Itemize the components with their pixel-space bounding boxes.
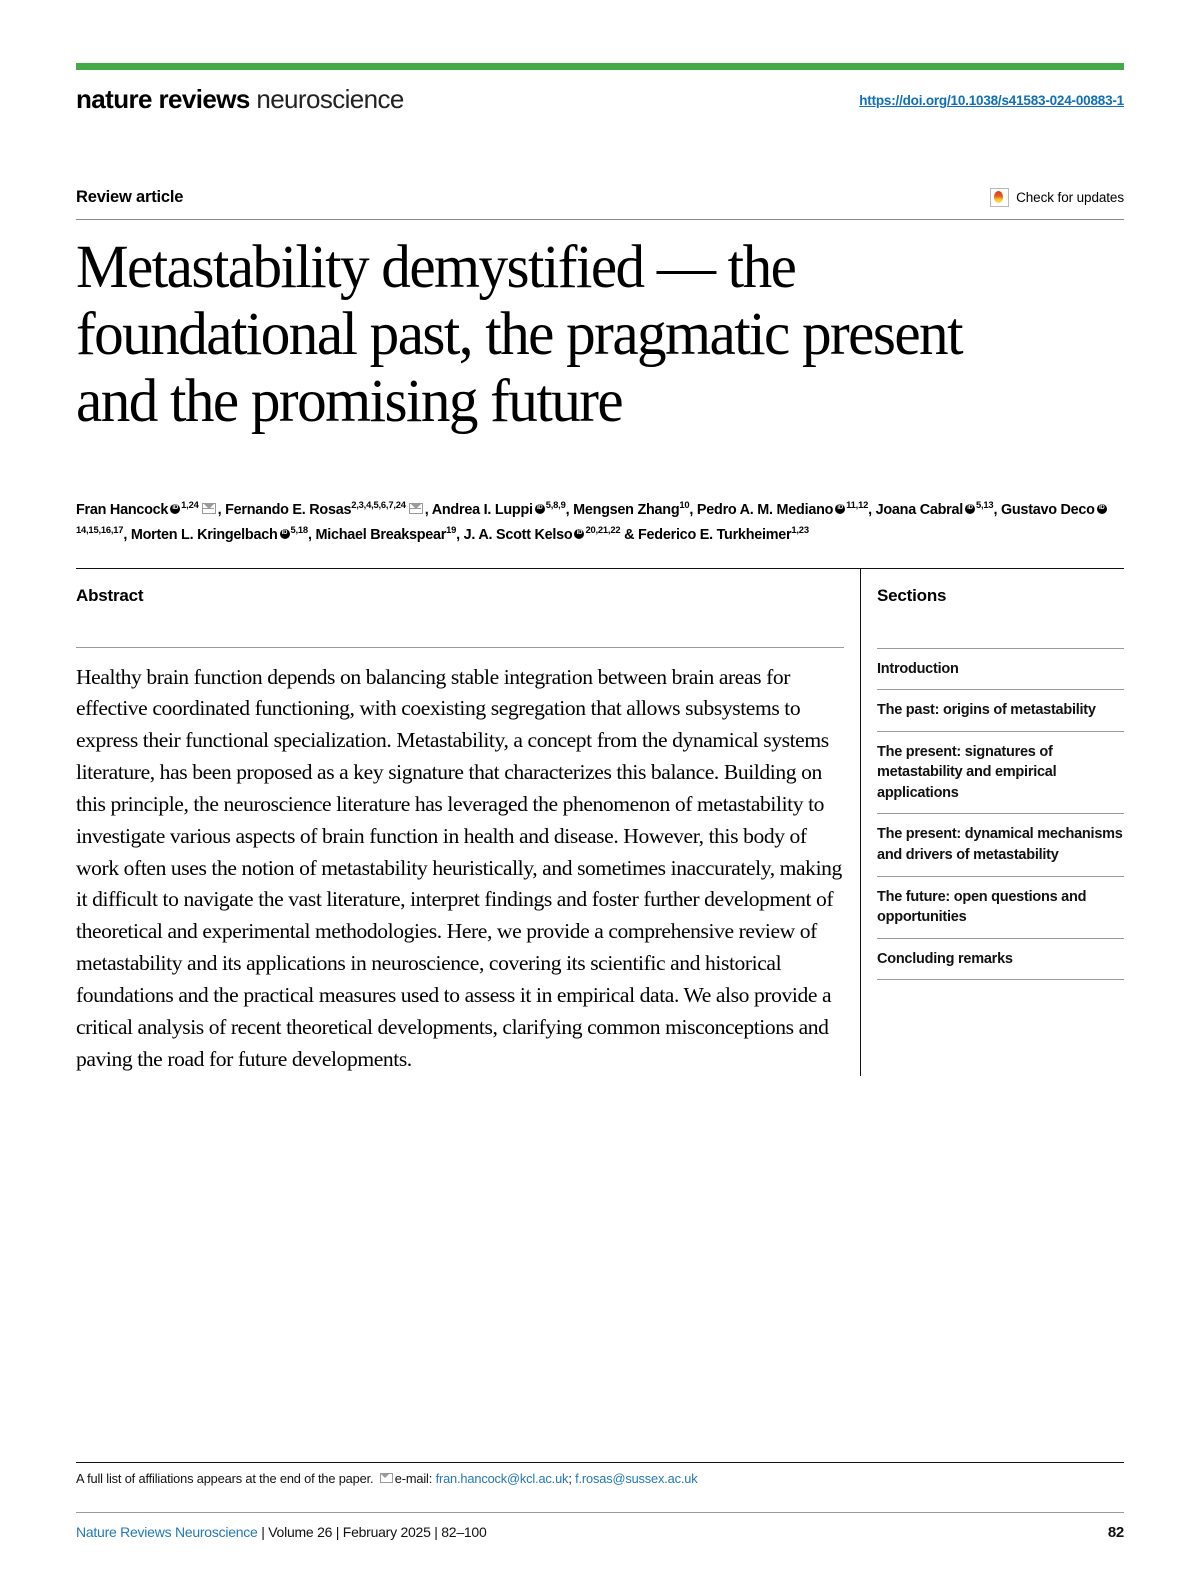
- author-name: Joana Cabral: [875, 502, 963, 519]
- author-separator: ,: [307, 527, 316, 544]
- sections-list-item[interactable]: The past: origins of metastability: [877, 690, 1124, 732]
- email-separator: ;: [568, 1471, 572, 1486]
- orcid-icon[interactable]: [1097, 504, 1107, 514]
- author-separator: ,: [217, 502, 226, 519]
- author-affiliation-refs: 19: [446, 524, 457, 536]
- abstract-heading: Abstract: [76, 585, 144, 605]
- author-name: J. A. Scott Kelso: [463, 527, 573, 544]
- author-affiliation-refs: 1,24: [181, 499, 199, 511]
- journal-logo-bold: nature reviews: [76, 84, 250, 114]
- sections-heading: Sections: [877, 585, 947, 605]
- author-affiliation-refs: 5,18: [290, 524, 308, 536]
- author-entry: [315, 524, 464, 544]
- author-name: Fran Hancock: [76, 502, 169, 519]
- orcid-icon[interactable]: [535, 504, 545, 514]
- author-entry: [696, 499, 876, 519]
- abstract-text: Healthy brain function depends on balancing stable integration between brain areas for effective coordinated functioning, with coexisting segregation that allows subsystems to express their functional specialization. Metastability, a concept from the dynamical systems literature, has been proposed as a key signature that characterizes this balance. Building on this principle, the neuroscience literature has leveraged the phenomenon of metastability to investigate various aspects of brain function in health and disease. However, this body of work often uses the notion of metastability heuristically, and sometimes inaccurately, making it difficult to navigate the vast literature, interpret findings and foster further development of theoretical and experimental methodologies. Here, we provide a comprehensive review of metastability and its applications in neuroscience, covering its scientific and historical foundations and the practical measures used to assess it in empirical data. We also provide a critical analysis of recent theoretical developments, clarifying common misconceptions and paving the road for future developments.: [76, 664, 842, 1071]
- footnote-divider: [76, 1462, 1124, 1463]
- page-footer-citation: [76, 1524, 487, 1540]
- crossmark-icon: [990, 188, 1009, 207]
- author-entry: [573, 499, 697, 519]
- author-name: Gustavo Deco: [1000, 502, 1095, 519]
- check-for-updates-label: Check for updates: [1016, 190, 1124, 205]
- author-name: Pedro A. M. Mediano: [696, 502, 834, 519]
- author-entry: [76, 499, 226, 519]
- author-entry: [463, 524, 624, 544]
- author-affiliation-refs: 5,8,9: [545, 499, 566, 511]
- sections-list-item[interactable]: The present: dynamical mechanisms and drivers of metastability: [877, 814, 1124, 876]
- author-name: Michael Breakspear: [315, 527, 447, 544]
- author-name: Mengsen Zhang: [573, 502, 680, 519]
- author-entry: [225, 499, 432, 519]
- author-affiliation-refs: 14,15,16,17: [76, 524, 124, 536]
- footnote-area: [76, 1462, 1124, 1486]
- author-separator: ,: [424, 502, 432, 519]
- journal-logo-light: neuroscience: [256, 84, 404, 114]
- author-separator: ,: [456, 527, 464, 544]
- check-for-updates-badge[interactable]: [990, 188, 1124, 207]
- masthead: [76, 86, 1124, 112]
- affiliation-note: A full list of affiliations appears at the end of the paper.: [76, 1471, 374, 1486]
- orcid-icon[interactable]: [170, 504, 180, 514]
- page-footer: [76, 1524, 1124, 1541]
- author-name: Morten L. Kringelbach: [130, 527, 278, 544]
- author-affiliation-refs: 1,23: [791, 524, 809, 536]
- author-entry: [431, 499, 574, 519]
- page-footer-divider: [76, 1512, 1124, 1513]
- orcid-icon[interactable]: [574, 529, 584, 539]
- author-separator: ,: [993, 502, 1001, 519]
- page-title: Metastability demystified — the foundational past, the pragmatic present and the promising future: [76, 234, 962, 436]
- sections-list-item[interactable]: Concluding remarks: [877, 939, 1124, 981]
- footer-journal-name[interactable]: Nature Reviews Neuroscience: [76, 1524, 258, 1540]
- abstract-divider: [76, 647, 844, 648]
- footer-issue-meta: | Volume 26 | February 2025 | 82–100: [261, 1524, 487, 1540]
- sections-list: [877, 649, 1124, 981]
- sections-column: [860, 569, 1124, 1076]
- title-divider: [76, 219, 1124, 220]
- author-name: Fernando E. Rosas: [225, 502, 352, 519]
- orcid-icon[interactable]: [280, 529, 290, 539]
- brand-green-bar: [76, 63, 1124, 70]
- email-link-2[interactable]: f.rosas@sussex.ac.uk: [575, 1471, 698, 1486]
- orcid-icon[interactable]: [835, 504, 845, 514]
- article-type-label: Review article: [76, 188, 184, 206]
- page-number: 82: [1107, 1524, 1124, 1541]
- author-entry: [875, 499, 1001, 519]
- author-affiliation-refs: 11,12: [846, 499, 869, 511]
- page-footer-area: [76, 1512, 1124, 1541]
- content-columns: [76, 569, 1124, 1076]
- author-list: [76, 497, 1124, 547]
- author-separator: ,: [689, 502, 697, 519]
- author-name: & Federico E. Turkheimer: [624, 527, 792, 544]
- author-separator: ,: [565, 502, 574, 519]
- author-separator: ,: [868, 502, 876, 519]
- author-affiliation-refs: 20,21,22: [585, 524, 621, 536]
- author-affiliation-refs: 10: [679, 499, 690, 511]
- corresponding-author-email-icon[interactable]: [409, 503, 423, 514]
- sections-list-item[interactable]: The future: open questions and opportunities: [877, 877, 1124, 939]
- author-entry: [130, 524, 316, 544]
- email-icon: [380, 1473, 393, 1483]
- doi-link[interactable]: https://doi.org/10.1038/s41583-024-00883-1: [859, 93, 1124, 108]
- journal-logo: [76, 86, 404, 112]
- author-entry: [624, 524, 809, 544]
- sections-list-item[interactable]: Introduction: [877, 649, 1124, 691]
- email-label: e-mail:: [394, 1471, 433, 1486]
- email-link-1[interactable]: fran.hancock@kcl.ac.uk: [435, 1471, 569, 1486]
- orcid-icon[interactable]: [965, 504, 975, 514]
- author-name: Andrea I. Luppi: [431, 502, 533, 519]
- abstract-column: [76, 569, 860, 1076]
- sections-list-item[interactable]: The present: signatures of metastability and empirical applications: [877, 732, 1124, 815]
- author-separator: ,: [123, 527, 131, 544]
- footnote-text: [76, 1471, 1124, 1486]
- author-affiliation-refs: 5,13: [976, 499, 994, 511]
- corresponding-author-email-icon[interactable]: [202, 503, 216, 514]
- article-type-row: [76, 188, 1124, 207]
- author-affiliation-refs: 2,3,4,5,6,7,24: [351, 499, 406, 511]
